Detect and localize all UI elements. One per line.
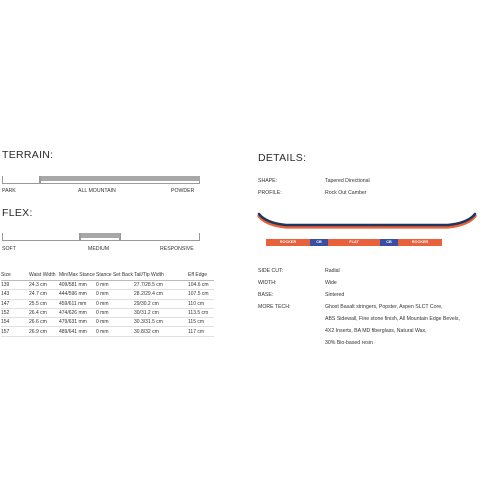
table-cell: 115 cm: [188, 318, 214, 327]
table-row: [1, 290, 214, 299]
spec-table: [1, 272, 214, 337]
profile-segment-rocker-nose: ROCKER: [398, 239, 442, 246]
table-cell: 107.5 cm: [188, 290, 214, 299]
table-cell: 152: [1, 308, 29, 317]
table-cell: 30.8/32 cm: [134, 327, 188, 336]
table-cell: 0 mm: [96, 318, 134, 327]
table-cell: 113.5 cm: [188, 308, 214, 317]
table-cell: 25.5 cm: [29, 299, 59, 308]
table-cell: 154: [1, 318, 29, 327]
table-cell: 0 mm: [96, 290, 134, 299]
profile-segment-camber-nose: CB: [380, 239, 398, 246]
width-value: Wide: [325, 280, 337, 286]
header-tail-tip: Tail/Tip Width: [134, 272, 188, 281]
terrain-label-all-mountain: ALL MOUNTAIN: [78, 188, 116, 194]
profile-value: Rock Out Camber: [325, 190, 367, 196]
table-cell: 110 cm: [188, 299, 214, 308]
table-cell: 28.2/29.4 cm: [134, 290, 188, 299]
header-waist-width: Waist Width: [29, 272, 59, 281]
header-size: Size: [1, 272, 29, 281]
table-cell: 409/581 mm: [59, 281, 96, 290]
header-stance: Min/Max Stance: [59, 272, 96, 281]
sidecut-label: SIDE CUT:: [258, 268, 284, 274]
table-cell: 26.9 cm: [29, 327, 59, 336]
terrain-bar-fill: [41, 176, 200, 181]
flex-scale-mid: [80, 233, 120, 241]
table-cell: 29/30.2 cm: [134, 299, 188, 308]
table-cell: 0 mm: [96, 299, 134, 308]
flex-label-soft: SOFT: [2, 246, 16, 252]
table-cell: 104.6 cm: [188, 281, 214, 290]
table-cell: 147: [1, 299, 29, 308]
table-cell: 24.7 cm: [29, 290, 59, 299]
width-label: WIDTH:: [258, 280, 277, 286]
flex-bar-fill: [81, 233, 120, 238]
moretech-line: Ghost Basalt stringers, Popster, Aspen SLCT Core,: [325, 304, 443, 310]
table-cell: 0 mm: [96, 327, 134, 336]
table-row: [1, 308, 214, 317]
table-cell: 474/626 mm: [59, 308, 96, 317]
table-row: [1, 318, 214, 327]
flex-label-responsive: RESPONSIVE: [160, 246, 194, 252]
flex-scale-right: [120, 233, 200, 241]
terrain-label-powder: POWDER: [171, 188, 195, 194]
terrain-scale-main: [40, 176, 200, 184]
table-cell: 0 mm: [96, 308, 134, 317]
moretech-line: 30% Bio-based resin: [325, 340, 373, 346]
moretech-label: MORE TECH:: [258, 304, 291, 310]
details-heading: DETAILS:: [258, 152, 307, 164]
board-profile-graphic: [256, 210, 478, 238]
profile-label: PROFILE:: [258, 190, 282, 196]
sidecut-value: Radial: [325, 268, 340, 274]
profile-segment-flat: FLAT: [328, 239, 380, 246]
header-setback: Stance Set Back: [96, 272, 134, 281]
table-cell: 139: [1, 281, 29, 290]
table-cell: 30.3/31.5 cm: [134, 318, 188, 327]
table-cell: 489/641 mm: [59, 327, 96, 336]
terrain-label-park: PARK: [2, 188, 16, 194]
shape-label: SHAPE:: [258, 178, 278, 184]
profile-segment-camber-tail: CB: [310, 239, 328, 246]
spec-table-header: [1, 272, 214, 281]
base-label: BASE:: [258, 292, 274, 298]
table-cell: 24.3 cm: [29, 281, 59, 290]
table-cell: 459/611 mm: [59, 299, 96, 308]
table-cell: 26.4 cm: [29, 308, 59, 317]
table-cell: 0 mm: [96, 281, 134, 290]
board-top-outline: [259, 214, 475, 225]
flex-heading: FLEX:: [2, 207, 33, 219]
terrain-scale-left: [2, 176, 40, 184]
moretech-line: ABS Sidewall, Fine stone finish, All Mountain Edge Bevels,: [325, 316, 460, 322]
flex-label-medium: MEDIUM: [88, 246, 110, 252]
table-row: [1, 281, 214, 290]
table-row: [1, 299, 214, 308]
table-cell: 117 cm: [188, 327, 214, 336]
table-cell: 30/31.2 cm: [134, 308, 188, 317]
moretech-line: 4X2 Inserts, BA MD fiberglass, Natural Wax,: [325, 328, 427, 334]
table-cell: 143: [1, 290, 29, 299]
terrain-heading: TERRAIN:: [2, 149, 54, 161]
header-eff-edge: Eff Edge: [188, 272, 214, 281]
table-cell: 157: [1, 327, 29, 336]
table-cell: 27.7/28.5 cm: [134, 281, 188, 290]
base-value: Sintered: [325, 292, 345, 298]
table-cell: 479/631 mm: [59, 318, 96, 327]
flex-scale-left: [2, 233, 80, 241]
table-cell: 444/596 mm: [59, 290, 96, 299]
shape-value: Tapered Directional: [325, 178, 370, 184]
table-cell: 26.6 cm: [29, 318, 59, 327]
profile-segment-rocker-tail: ROCKER: [266, 239, 310, 246]
table-row: [1, 327, 214, 336]
